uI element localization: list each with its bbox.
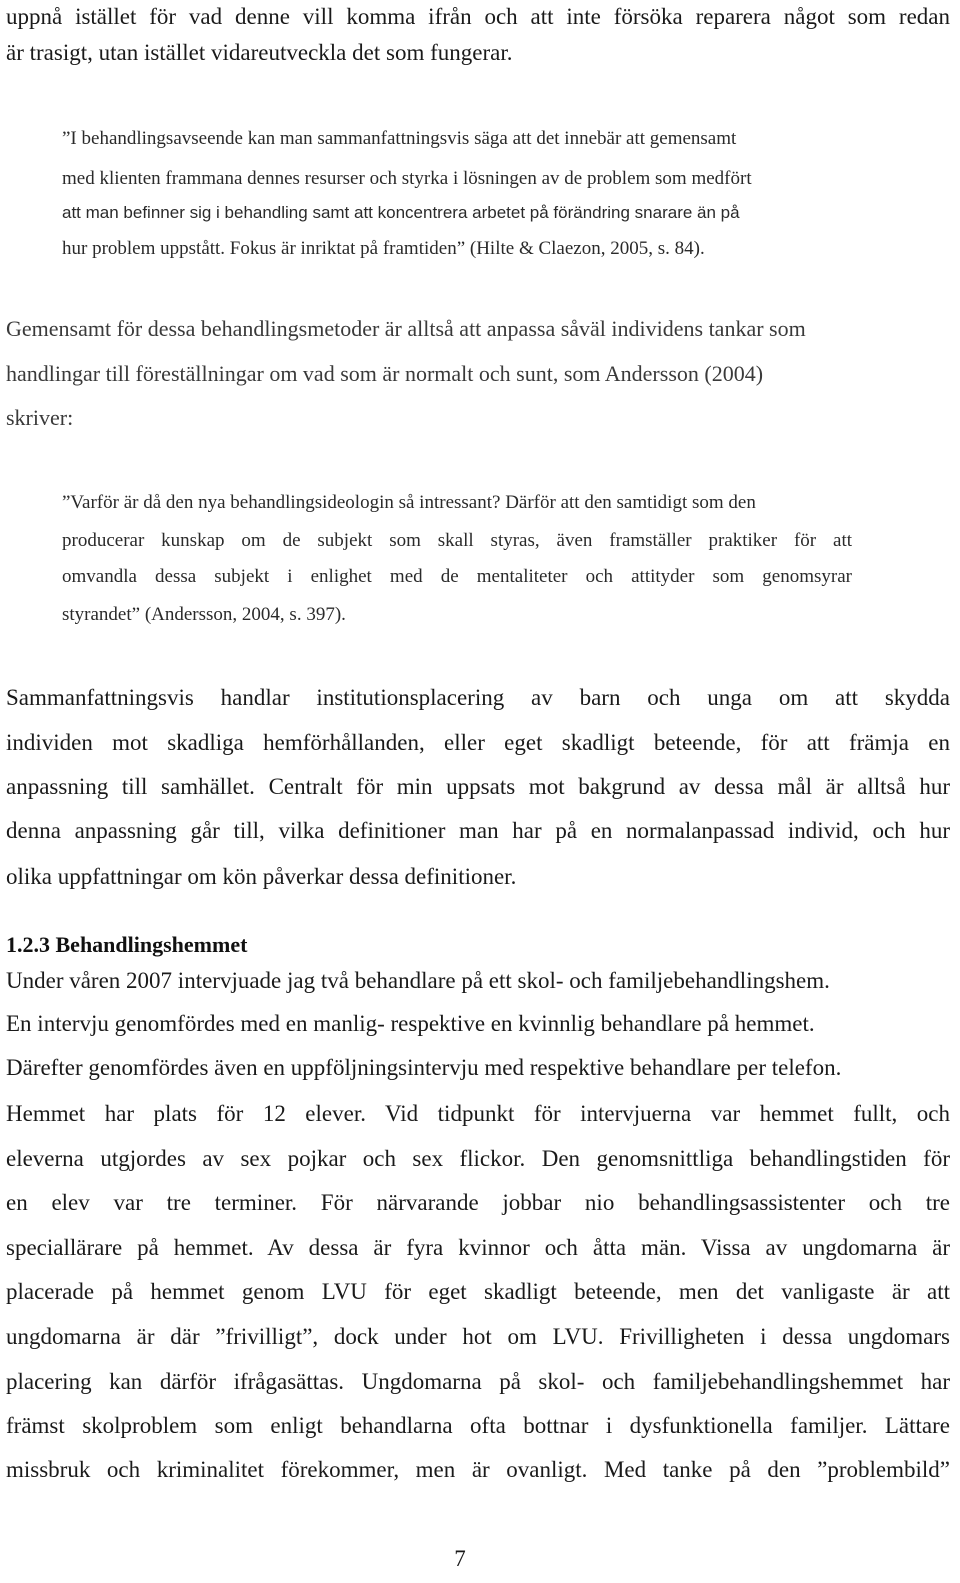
paragraph-line: olika uppfattningar om kön påverkar dessa definitioner. — [6, 864, 517, 889]
paragraph-line: individen mot skadliga hemförhållanden, eller eget skadligt beteende, för att främja en — [6, 730, 950, 755]
quote-line: ”I behandlingsavseende kan man sammanfattningsvis säga att det innebär att gemensamt — [62, 128, 737, 149]
paragraph-line: En intervju genomfördes med en manlig- respektive en kvinnlig behandlare på hemmet. — [6, 1011, 815, 1036]
paragraph-line: Därefter genomfördes även en uppföljningsintervju med respektive behandlare per telefon. — [6, 1055, 842, 1080]
quote-line: ”Varför är då den nya behandlingsideologin så intressant? Därför att den samtidigt som den — [62, 492, 756, 513]
paragraph-line: speciallärare på hemmet. Av dessa är fyra kvinnor och åtta män. Vissa av ungdomarna är — [6, 1235, 950, 1260]
paragraph-line: missbruk och kriminalitet förekommer, men är ovanligt. Med tanke på den ”problembild” — [6, 1457, 950, 1482]
paragraph-line: uppnå istället för vad denne vill komma ifrån och att inte försöka reparera något som redan — [6, 4, 950, 29]
quote-line: med klienten frammana dennes resurser och styrka i lösningen av de problem som medfört — [62, 168, 752, 189]
quote-line: hur problem uppstått. Fokus är inriktat på framtiden” (Hilte & Claezon, 2005, s. 84). — [62, 238, 705, 259]
paragraph-line: Gemensamt för dessa behandlingsmetoder är alltså att anpassa såväl individens tankar som — [6, 316, 806, 341]
quote-line: omvandla dessa subjekt i enlighet med de mentaliteter och attityder som genomsyrar — [62, 566, 852, 587]
section-heading: 1.2.3 Behandlingshemmet — [6, 932, 248, 957]
paragraph-line: placering kan därför ifrågasättas. Ungdomarna på skol- och familjebehandlingshemmet har — [6, 1369, 950, 1394]
paragraph-line: placerade på hemmet genom LVU för eget skadligt beteende, men det vanligaste är att — [6, 1279, 950, 1304]
paragraph-line: anpassning till samhället. Centralt för min uppsats mot bakgrund av dessa mål är alltså hur — [6, 774, 950, 799]
quote-line: att man befinner sig i behandling samt att koncentrera arbetet på förändring snarare än på — [62, 203, 740, 222]
paragraph-line: ungdomarna är där ”frivilligt”, dock under hot om LVU. Frivilligheten i dessa ungdomars — [6, 1324, 950, 1349]
page-number: 7 — [454, 1546, 466, 1571]
paragraph-line: eleverna utgjordes av sex pojkar och sex flickor. Den genomsnittliga behandlingstiden för — [6, 1146, 950, 1171]
paragraph-line: denna anpassning går till, vilka definitioner man har på en normalanpassad individ, och hur — [6, 818, 950, 843]
paragraph-line: handlingar till föreställningar om vad som är normalt och sunt, som Andersson (2004) — [6, 361, 764, 386]
quote-line: producerar kunskap om de subjekt som skall styras, även framställer praktiker för att — [62, 530, 852, 551]
paragraph-line: Hemmet har plats för 12 elever. Vid tidpunkt för intervjuerna var hemmet fullt, och — [6, 1101, 950, 1126]
paragraph-line: är trasigt, utan istället vidareutveckla det som fungerar. — [6, 40, 513, 65]
quote-line: styrandet” (Andersson, 2004, s. 397). — [62, 604, 346, 625]
paragraph-line: en elev var tre terminer. För närvarande jobbar nio behandlingsassistenter och tre — [6, 1190, 950, 1215]
paragraph-line: främst skolproblem som enligt behandlarna ofta bottnar i dysfunktionella familjer. Lättare — [6, 1413, 950, 1438]
paragraph-line: Sammanfattningsvis handlar institutionsplacering av barn och unga om att skydda — [6, 685, 950, 710]
paragraph-line: Under våren 2007 intervjuade jag två behandlare på ett skol- och familjebehandlingshem. — [6, 968, 830, 993]
paragraph-line: skriver: — [6, 405, 74, 430]
